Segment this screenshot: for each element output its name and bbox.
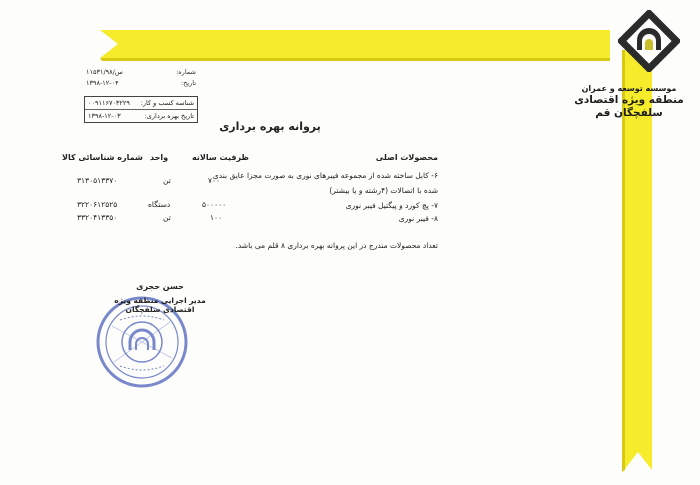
top-ribbon — [100, 30, 610, 58]
product-1-line-1: ۶- کابل ساخته شده از مجموعه فیبرهای نوری به صورت مجزا عایق بندی — [212, 171, 438, 180]
organization-name — [574, 84, 684, 119]
number-value: ۱۱۵۳۱/س/۹۸ — [86, 67, 123, 76]
org-line-3: سلفچگان قم — [595, 107, 663, 119]
date-label: تاریخ: — [180, 78, 196, 87]
header-unit: واحد — [150, 153, 169, 162]
product-2-code: ۳۲۲۰۶۱۲۵۲۵ — [77, 200, 118, 209]
header-code: شماره شناسائی کالا — [62, 153, 143, 162]
org-line-1: موسسه توسعه و عمران — [581, 84, 677, 93]
product-1-line-2: شده با اتصالات (۴رشته و یا بیشتر) — [329, 186, 438, 195]
product-2-unit: دستگاه — [148, 200, 171, 209]
date-row — [86, 77, 196, 88]
product-1-code: ۳۱۳۰۵۱۳۳۷۰ — [77, 176, 118, 185]
business-id-label: شناسه کسب و کار: — [140, 99, 194, 107]
product-1-unit: تن — [163, 176, 171, 185]
business-id-value: ۰۰۹۱۱۶۷۰۳۲۲۹ — [88, 99, 130, 107]
product-1-capacity: ۷۰۰ — [208, 176, 221, 185]
business-id-row — [85, 97, 197, 109]
product-3-code: ۳۳۲۰۴۱۳۳۵۰ — [77, 213, 118, 222]
signature-block — [100, 282, 220, 314]
summary-text: تعداد محصولات مندرج در این پروانه بهره برداری ۸ قلم می باشد. — [235, 241, 438, 250]
top-ribbon-shadow — [100, 58, 610, 61]
document-title: پروانه بهره برداری — [219, 120, 321, 133]
signatory-name: حسن حجری — [136, 282, 184, 291]
letter-meta — [86, 66, 196, 88]
operation-date-value: ۱۳۹۸-۱۲-۰۳ — [88, 112, 121, 120]
org-line-2: منطقه ویژه اقتصادی — [574, 94, 684, 106]
product-2-line-1: ۷- پچ کورد و پیگتیل فیبر نوری — [345, 201, 438, 210]
header-products: محصولات اصلی — [375, 153, 438, 162]
date-value: ۱۳۹۸-۱۲-۰۴ — [86, 78, 119, 87]
number-label: شماره: — [176, 67, 196, 76]
product-2-capacity: ۵۰۰۰۰۰ — [202, 200, 227, 209]
header-capacity: ظرفیت سالانه — [192, 153, 249, 162]
product-3-capacity: ۱۰۰ — [210, 213, 223, 222]
business-info-box — [84, 96, 198, 123]
organization-logo-icon — [618, 10, 680, 72]
operation-date-row — [85, 109, 197, 122]
signatory-role: مدیر اجرایی منطقه ویژه اقتصادی سلفچگان — [114, 296, 206, 314]
number-row — [86, 66, 196, 77]
product-3-line-1: ۸- فیبر نوری — [398, 214, 438, 223]
operation-date-label: تاریخ بهره برداری: — [144, 112, 194, 120]
product-3-unit: تن — [163, 213, 171, 222]
